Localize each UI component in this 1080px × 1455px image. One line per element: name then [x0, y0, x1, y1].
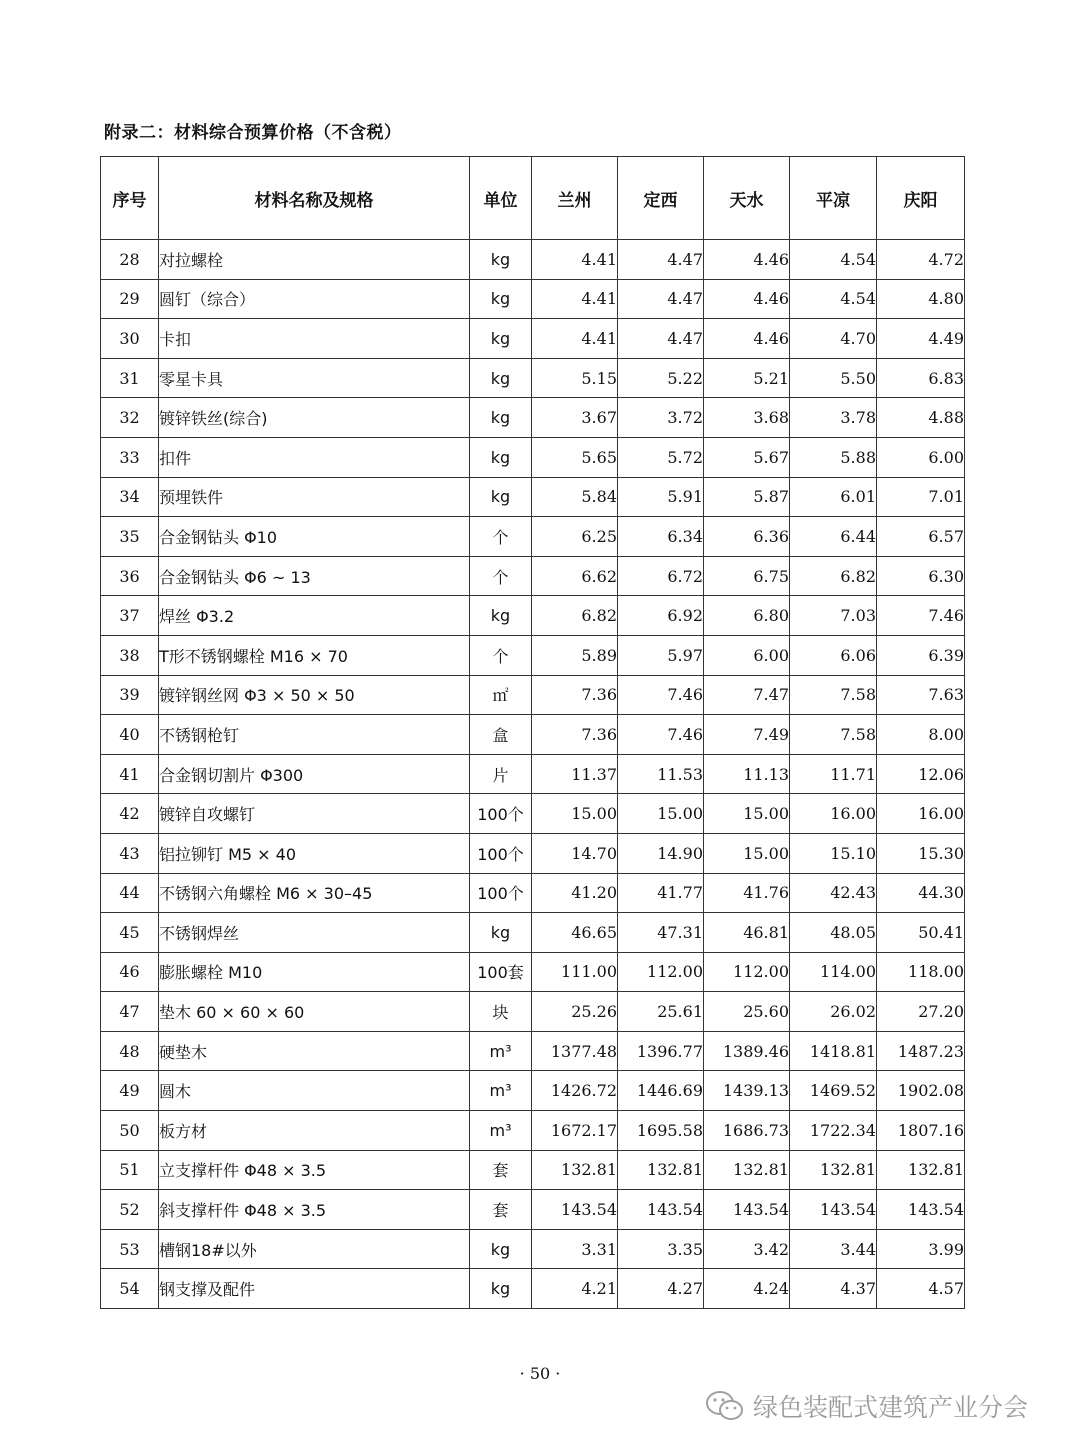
table-row: [101, 1031, 965, 1071]
table-row: [101, 517, 965, 557]
material-name: 不锈钢焊丝: [159, 913, 470, 953]
row-number: 40: [101, 715, 159, 755]
price-qingyang: 6.57: [877, 517, 965, 557]
price-dingxi: 14.90: [618, 833, 704, 873]
material-name: 不锈钢六角螺栓 M6 × 30–45: [159, 873, 470, 913]
price-dingxi: 132.81: [618, 1150, 704, 1190]
price-qingyang: 1902.08: [877, 1071, 965, 1111]
price-lanzhou: 1426.72: [532, 1071, 618, 1111]
price-pingliang: 6.01: [790, 477, 877, 517]
price-tianshui: 15.00: [704, 833, 790, 873]
price-dingxi: 4.47: [618, 279, 704, 319]
row-number: 50: [101, 1111, 159, 1151]
row-number: 42: [101, 794, 159, 834]
price-qingyang: 1807.16: [877, 1111, 965, 1151]
price-dingxi: 112.00: [618, 952, 704, 992]
table-row: [101, 240, 965, 280]
unit-cell: kg: [470, 398, 532, 438]
price-tianshui: 4.46: [704, 240, 790, 280]
material-name: 合金钢钻头 Φ10: [159, 517, 470, 557]
price-dingxi: 25.61: [618, 992, 704, 1032]
row-number: 32: [101, 398, 159, 438]
table-row: [101, 715, 965, 755]
price-qingyang: 143.54: [877, 1190, 965, 1230]
material-name: 镀锌自攻螺钉: [159, 794, 470, 834]
material-name: 卡扣: [159, 319, 470, 359]
price-dingxi: 1695.58: [618, 1111, 704, 1151]
row-number: 29: [101, 279, 159, 319]
material-name: 斜支撑杆件 Φ48 × 3.5: [159, 1190, 470, 1230]
table-row: [101, 992, 965, 1032]
unit-cell: 个: [470, 635, 532, 675]
row-number: 41: [101, 754, 159, 794]
material-name: 圆钉（综合）: [159, 279, 470, 319]
material-name: 垫木 60 × 60 × 60: [159, 992, 470, 1032]
watermark: [705, 1388, 1028, 1424]
price-pingliang: 3.78: [790, 398, 877, 438]
table-row: [101, 1111, 965, 1151]
price-qingyang: 6.30: [877, 556, 965, 596]
price-pingliang: 7.03: [790, 596, 877, 636]
table-row: [101, 873, 965, 913]
row-number: 53: [101, 1229, 159, 1269]
header-pingliang: 平凉: [790, 157, 877, 240]
unit-cell: m³: [470, 1031, 532, 1071]
price-pingliang: 1722.34: [790, 1111, 877, 1151]
table-row: [101, 398, 965, 438]
price-dingxi: 5.91: [618, 477, 704, 517]
price-pingliang: 16.00: [790, 794, 877, 834]
table-body: [101, 240, 965, 1309]
material-name: 扣件: [159, 437, 470, 477]
row-number: 34: [101, 477, 159, 517]
price-dingxi: 5.72: [618, 437, 704, 477]
price-tianshui: 4.46: [704, 319, 790, 359]
table-row: [101, 833, 965, 873]
price-tianshui: 3.68: [704, 398, 790, 438]
price-dingxi: 3.35: [618, 1229, 704, 1269]
price-lanzhou: 7.36: [532, 675, 618, 715]
price-qingyang: 4.88: [877, 398, 965, 438]
watermark-text: 绿色装配式建筑产业分会: [753, 1393, 1029, 1422]
price-qingyang: 4.72: [877, 240, 965, 280]
material-name: 预埋铁件: [159, 477, 470, 517]
price-pingliang: 26.02: [790, 992, 877, 1032]
price-tianshui: 1389.46: [704, 1031, 790, 1071]
price-qingyang: 50.41: [877, 913, 965, 953]
price-tianshui: 7.49: [704, 715, 790, 755]
price-lanzhou: 11.37: [532, 754, 618, 794]
price-dingxi: 3.72: [618, 398, 704, 438]
price-dingxi: 41.77: [618, 873, 704, 913]
price-qingyang: 4.49: [877, 319, 965, 359]
unit-cell: 个: [470, 556, 532, 596]
price-qingyang: 7.63: [877, 675, 965, 715]
material-name: 零星卡具: [159, 358, 470, 398]
price-lanzhou: 143.54: [532, 1190, 618, 1230]
row-number: 33: [101, 437, 159, 477]
price-qingyang: 8.00: [877, 715, 965, 755]
unit-cell: kg: [470, 437, 532, 477]
price-dingxi: 6.72: [618, 556, 704, 596]
price-lanzhou: 111.00: [532, 952, 618, 992]
price-tianshui: 11.13: [704, 754, 790, 794]
price-dingxi: 5.22: [618, 358, 704, 398]
unit-cell: 100个: [470, 833, 532, 873]
price-dingxi: 5.97: [618, 635, 704, 675]
row-number: 46: [101, 952, 159, 992]
price-pingliang: 3.44: [790, 1229, 877, 1269]
price-qingyang: 4.57: [877, 1269, 965, 1309]
row-number: 43: [101, 833, 159, 873]
price-dingxi: 1446.69: [618, 1071, 704, 1111]
price-qingyang: 132.81: [877, 1150, 965, 1190]
table-row: [101, 1190, 965, 1230]
price-dingxi: 4.47: [618, 319, 704, 359]
table-row: [101, 794, 965, 834]
price-pingliang: 11.71: [790, 754, 877, 794]
table-row: [101, 952, 965, 992]
row-number: 45: [101, 913, 159, 953]
price-tianshui: 112.00: [704, 952, 790, 992]
price-pingliang: 42.43: [790, 873, 877, 913]
price-dingxi: 15.00: [618, 794, 704, 834]
price-lanzhou: 15.00: [532, 794, 618, 834]
unit-cell: kg: [470, 1229, 532, 1269]
price-lanzhou: 5.15: [532, 358, 618, 398]
unit-cell: 个: [470, 517, 532, 557]
price-qingyang: 44.30: [877, 873, 965, 913]
price-lanzhou: 6.25: [532, 517, 618, 557]
unit-cell: 100个: [470, 794, 532, 834]
price-dingxi: 7.46: [618, 715, 704, 755]
header-unit: 单位: [470, 157, 532, 240]
price-tianshui: 6.00: [704, 635, 790, 675]
table-row: [101, 754, 965, 794]
price-tianshui: 46.81: [704, 913, 790, 953]
price-lanzhou: 4.41: [532, 240, 618, 280]
row-number: 39: [101, 675, 159, 715]
price-lanzhou: 3.67: [532, 398, 618, 438]
price-pingliang: 1418.81: [790, 1031, 877, 1071]
wechat-icon: [705, 1389, 745, 1423]
material-name: 镀锌钢丝网 Φ3 × 50 × 50: [159, 675, 470, 715]
material-name: 立支撑杆件 Φ48 × 3.5: [159, 1150, 470, 1190]
unit-cell: m³: [470, 1071, 532, 1111]
row-number: 48: [101, 1031, 159, 1071]
material-name: 槽钢18#以外: [159, 1229, 470, 1269]
row-number: 54: [101, 1269, 159, 1309]
price-pingliang: 4.70: [790, 319, 877, 359]
unit-cell: kg: [470, 319, 532, 359]
material-name: 圆木: [159, 1071, 470, 1111]
table-row: [101, 675, 965, 715]
price-tianshui: 1439.13: [704, 1071, 790, 1111]
price-qingyang: 3.99: [877, 1229, 965, 1269]
unit-cell: kg: [470, 596, 532, 636]
unit-cell: 100套: [470, 952, 532, 992]
price-dingxi: 143.54: [618, 1190, 704, 1230]
price-pingliang: 114.00: [790, 952, 877, 992]
table-header-row: [101, 157, 965, 240]
price-lanzhou: 6.82: [532, 596, 618, 636]
material-name: 镀锌铁丝(综合): [159, 398, 470, 438]
price-tianshui: 5.21: [704, 358, 790, 398]
price-dingxi: 11.53: [618, 754, 704, 794]
price-lanzhou: 5.65: [532, 437, 618, 477]
price-pingliang: 4.54: [790, 240, 877, 280]
price-lanzhou: 132.81: [532, 1150, 618, 1190]
row-number: 28: [101, 240, 159, 280]
price-tianshui: 1686.73: [704, 1111, 790, 1151]
price-lanzhou: 4.41: [532, 279, 618, 319]
price-pingliang: 48.05: [790, 913, 877, 953]
row-number: 36: [101, 556, 159, 596]
price-qingyang: 12.06: [877, 754, 965, 794]
material-name: 不锈钢枪钉: [159, 715, 470, 755]
price-dingxi: 7.46: [618, 675, 704, 715]
header-lanzhou: 兰州: [532, 157, 618, 240]
row-number: 52: [101, 1190, 159, 1230]
table-row: [101, 596, 965, 636]
price-lanzhou: 1377.48: [532, 1031, 618, 1071]
price-tianshui: 6.80: [704, 596, 790, 636]
price-tianshui: 6.75: [704, 556, 790, 596]
price-tianshui: 3.42: [704, 1229, 790, 1269]
material-name: 板方材: [159, 1111, 470, 1151]
price-pingliang: 6.06: [790, 635, 877, 675]
unit-cell: kg: [470, 477, 532, 517]
price-lanzhou: 25.26: [532, 992, 618, 1032]
unit-cell: kg: [470, 1269, 532, 1309]
table-row: [101, 1150, 965, 1190]
material-name: T形不锈钢螺栓 M16 × 70: [159, 635, 470, 675]
price-lanzhou: 6.62: [532, 556, 618, 596]
price-lanzhou: 5.84: [532, 477, 618, 517]
unit-cell: kg: [470, 279, 532, 319]
material-name: 硬垫木: [159, 1031, 470, 1071]
price-pingliang: 5.50: [790, 358, 877, 398]
price-pingliang: 143.54: [790, 1190, 877, 1230]
header-tianshui: 天水: [704, 157, 790, 240]
price-lanzhou: 1672.17: [532, 1111, 618, 1151]
price-lanzhou: 7.36: [532, 715, 618, 755]
price-tianshui: 6.36: [704, 517, 790, 557]
price-pingliang: 6.44: [790, 517, 877, 557]
price-qingyang: 16.00: [877, 794, 965, 834]
row-number: 51: [101, 1150, 159, 1190]
table-row: [101, 913, 965, 953]
price-qingyang: 15.30: [877, 833, 965, 873]
price-lanzhou: 41.20: [532, 873, 618, 913]
table-row: [101, 556, 965, 596]
material-name: 合金钢钻头 Φ6 ~ 13: [159, 556, 470, 596]
price-lanzhou: 4.41: [532, 319, 618, 359]
row-number: 30: [101, 319, 159, 359]
unit-cell: kg: [470, 913, 532, 953]
price-pingliang: 4.54: [790, 279, 877, 319]
table-row: [101, 358, 965, 398]
price-pingliang: 6.82: [790, 556, 877, 596]
table-row: [101, 437, 965, 477]
price-lanzhou: 4.21: [532, 1269, 618, 1309]
unit-cell: 套: [470, 1190, 532, 1230]
page-title: 附录二：材料综合预算价格（不含税）: [104, 123, 402, 143]
material-name: 对拉螺栓: [159, 240, 470, 280]
price-tianshui: 41.76: [704, 873, 790, 913]
price-tianshui: 15.00: [704, 794, 790, 834]
unit-cell: 盒: [470, 715, 532, 755]
price-qingyang: 6.39: [877, 635, 965, 675]
row-number: 47: [101, 992, 159, 1032]
price-dingxi: 4.27: [618, 1269, 704, 1309]
price-pingliang: 1469.52: [790, 1071, 877, 1111]
price-lanzhou: 46.65: [532, 913, 618, 953]
price-tianshui: 4.46: [704, 279, 790, 319]
price-tianshui: 25.60: [704, 992, 790, 1032]
price-tianshui: 5.67: [704, 437, 790, 477]
unit-cell: 100个: [470, 873, 532, 913]
price-pingliang: 5.88: [790, 437, 877, 477]
price-table: [100, 156, 965, 1309]
row-number: 38: [101, 635, 159, 675]
price-lanzhou: 14.70: [532, 833, 618, 873]
unit-cell: 片: [470, 754, 532, 794]
table-row: [101, 1071, 965, 1111]
row-number: 37: [101, 596, 159, 636]
table-row: [101, 1269, 965, 1309]
price-tianshui: 143.54: [704, 1190, 790, 1230]
price-qingyang: 7.01: [877, 477, 965, 517]
header-name: 材料名称及规格: [159, 157, 470, 240]
table-row: [101, 279, 965, 319]
price-tianshui: 4.24: [704, 1269, 790, 1309]
page-number: · 50 ·: [519, 1364, 561, 1383]
price-pingliang: 15.10: [790, 833, 877, 873]
price-tianshui: 5.87: [704, 477, 790, 517]
price-pingliang: 4.37: [790, 1269, 877, 1309]
price-lanzhou: 5.89: [532, 635, 618, 675]
price-dingxi: 4.47: [618, 240, 704, 280]
unit-cell: kg: [470, 358, 532, 398]
unit-cell: 块: [470, 992, 532, 1032]
row-number: 49: [101, 1071, 159, 1111]
price-dingxi: 6.34: [618, 517, 704, 557]
material-name: 膨胀螺栓 M10: [159, 952, 470, 992]
unit-cell: kg: [470, 240, 532, 280]
price-qingyang: 118.00: [877, 952, 965, 992]
material-name: 钢支撑及配件: [159, 1269, 470, 1309]
unit-cell: 套: [470, 1150, 532, 1190]
header-dingxi: 定西: [618, 157, 704, 240]
price-qingyang: 27.20: [877, 992, 965, 1032]
price-qingyang: 7.46: [877, 596, 965, 636]
row-number: 44: [101, 873, 159, 913]
header-no: 序号: [101, 157, 159, 240]
price-pingliang: 132.81: [790, 1150, 877, 1190]
price-dingxi: 47.31: [618, 913, 704, 953]
table-row: [101, 319, 965, 359]
header-qingyang: 庆阳: [877, 157, 965, 240]
table-row: [101, 477, 965, 517]
price-qingyang: 1487.23: [877, 1031, 965, 1071]
table-row: [101, 1229, 965, 1269]
material-name: 焊丝 Φ3.2: [159, 596, 470, 636]
price-qingyang: 6.00: [877, 437, 965, 477]
price-pingliang: 7.58: [790, 715, 877, 755]
price-pingliang: 7.58: [790, 675, 877, 715]
material-name: 铝拉铆钉 M5 × 40: [159, 833, 470, 873]
price-tianshui: 132.81: [704, 1150, 790, 1190]
row-number: 35: [101, 517, 159, 557]
price-lanzhou: 3.31: [532, 1229, 618, 1269]
unit-cell: ㎡: [470, 675, 532, 715]
unit-cell: m³: [470, 1111, 532, 1151]
material-name: 合金钢切割片 Φ300: [159, 754, 470, 794]
row-number: 31: [101, 358, 159, 398]
table-row: [101, 635, 965, 675]
price-dingxi: 6.92: [618, 596, 704, 636]
price-dingxi: 1396.77: [618, 1031, 704, 1071]
price-qingyang: 4.80: [877, 279, 965, 319]
price-qingyang: 6.83: [877, 358, 965, 398]
price-tianshui: 7.47: [704, 675, 790, 715]
